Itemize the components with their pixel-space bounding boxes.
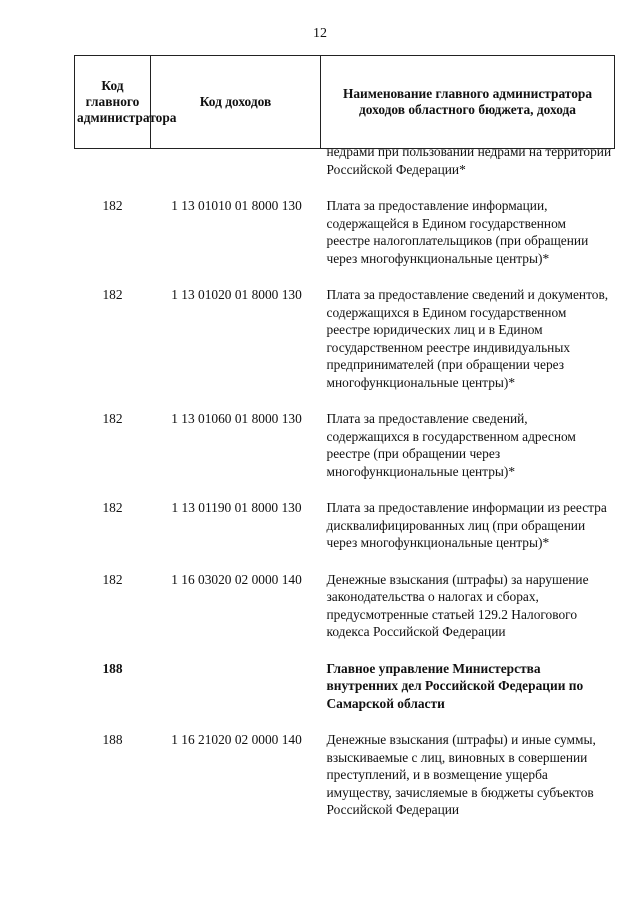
- table-row: [75, 178, 615, 267]
- admin-code-cell: 182: [102, 287, 123, 302]
- income-code-cell: 1 13 01020 01 8000 130: [171, 287, 302, 302]
- continuation-name: [321, 144, 615, 179]
- income-name-cell: Главное управление Министерства внутренних дел Российской Федерации по Самарской области: [326, 660, 584, 711]
- continuation-code: [151, 149, 321, 179]
- income-code-cell: 1 16 21020 02 0000 140: [171, 732, 302, 747]
- table-row: [75, 712, 615, 819]
- header-admin-code: [75, 56, 177, 149]
- continuation-admin: [75, 149, 151, 179]
- admin-code-cell: 182: [102, 500, 123, 515]
- table-row: [75, 480, 615, 552]
- table-row: [75, 391, 615, 480]
- income-code-cell: 1 13 01010 01 8000 130: [171, 198, 302, 213]
- admin-code-cell: 188: [102, 732, 123, 747]
- admin-code-cell: 188: [102, 660, 123, 676]
- page-number: 12: [313, 26, 327, 41]
- header-name-label: Наименование главного администратора доходов областного бюджета, дохода: [342, 86, 593, 117]
- admin-code-cell: 182: [102, 198, 123, 213]
- income-code-cell: 1 16 03020 02 0000 140: [171, 571, 302, 587]
- admin-code-cell: 182: [102, 411, 123, 426]
- income-name-cell: Денежные взыскания (штрафы) за нарушение законодательства о налогах и сборах, предусмотренные статьей 129.2 Налогового кодекса Российской Федерации: [326, 571, 589, 639]
- income-name-cell: Плата за предоставление сведений и документов, содержащихся в Едином государственном реестре юридических лиц и в Едином государственном реестре индивидуальных предпринимателей (при обращении через многофункциональные центры)*: [326, 287, 609, 390]
- income-table: [74, 55, 615, 819]
- header-name: [321, 56, 615, 149]
- header-income-code-label: Код доходов: [199, 94, 272, 109]
- table-row: [75, 552, 615, 641]
- income-table-container: [74, 55, 614, 819]
- table-body: [75, 144, 615, 819]
- continuation-row: [75, 149, 615, 179]
- income-name-cell: Плата за предоставление сведений, содержащихся в государственном адресном реестре (при обращении через многофункциональные центры)*: [326, 411, 576, 479]
- admin-code-cell: 182: [102, 571, 123, 587]
- income-name-cell: Плата за предоставление информации из реестра дисквалифицированных лиц (при обращении через многофункциональные центры)*: [326, 500, 607, 550]
- income-code-cell: [151, 641, 321, 713]
- header-income-code: [151, 56, 321, 149]
- continuation-text: недрами при пользовании недрами на территории Российской Федерации*: [326, 144, 612, 177]
- income-code-cell: 1 13 01060 01 8000 130: [171, 411, 302, 426]
- table-row: [75, 267, 615, 391]
- income-name-cell: Плата за предоставление информации, содержащейся в Едином государственном реестре налогоплательщиков (при обращении через многофункциональные центры)*: [326, 198, 589, 266]
- table-header: [75, 56, 615, 149]
- header-admin-code-label: Код главного администратора: [77, 78, 177, 125]
- table-row: [75, 641, 615, 713]
- income-name-cell: Денежные взыскания (штрафы) и иные суммы, взыскиваемые с лиц, виновных в совершении преступлений, и в возмещение ущерба имуществу, зачисляемые в бюджеты субъектов Российской Федерации: [326, 732, 596, 817]
- income-code-cell: 1 13 01190 01 8000 130: [171, 500, 302, 515]
